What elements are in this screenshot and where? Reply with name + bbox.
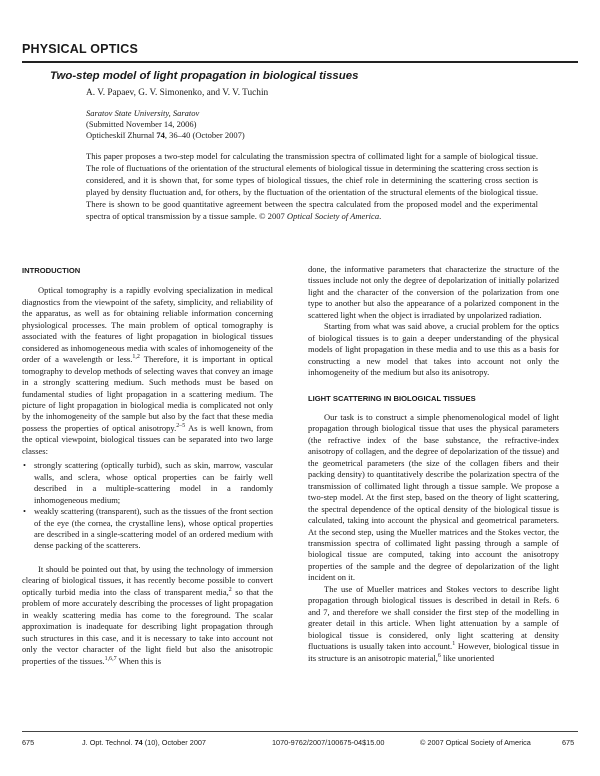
scattering-paragraph-2 (308, 584, 559, 664)
text-run: like unoriented (440, 652, 495, 663)
intro-paragraph-3: Starting from what was said above, a crucial problem for the optics of biological tissues is to gain a deeper understanding of the physical models of light propagation in these media and to use this as a basis for constructing a new model that takes into account not only the inhomogeneity of the medium but also its anisotropy. (308, 321, 559, 378)
text-run: Optical tomography is a rapidly evolving specialization in medical diagnostics from the viewpoint of the safety, simplicity, and reliability of the apparatus, as well as for obtaining reliable information concerning physiological processes. The main problem of optical tomography is associated with the features of light propagation in biological tissues considered as inhomogeneous media with scales of inhomogeneity of the order of a wavelength or less. (22, 285, 273, 365)
affiliation: Saratov State University, Saratov (86, 108, 200, 118)
text-run: Therefore, it is important in optical tomography to develop methods of selecting waves that convey an image in a strongly scattering medium. Such methods must be based on fundamental studies of light propagation in a scattering medium. The picture of light propagation in biological media is complicated not only by the inhomogeneity of the sample but also by the fact that these media possess the properties of optical anisotropy. (22, 354, 273, 433)
text-run: so that the problem of more accurately describing the processes of light propagation in weakly scattering media has come to the foreground. The scalar approximation is inadequate for describing light propagation through such structures in this case, and it is necessary to take into account not only the vector character of the light field but also the anisotropic properties of the tissues. (22, 586, 273, 666)
footer-page-right: 675 (562, 738, 575, 747)
journal-name: J. Opt. Technol. (82, 738, 135, 747)
intro-heading: INTRODUCTION (22, 266, 81, 275)
tissue-class-list (22, 460, 273, 552)
citation-volume: 74 (156, 130, 165, 140)
submission-date: (Submitted November 14, 2006) (86, 119, 197, 129)
text-run: When this is (116, 655, 162, 666)
left-column (22, 265, 273, 667)
authors: A. V. Papaev, G. V. Simonenko, and V. V. Tuchin (86, 88, 269, 98)
abstract-text: This paper proposes a two-step model for calculating the transmission spectra of collimated light for a sample of biological tissue. The role of fluctuations of the orientation of the structural elements of biological tissue in determining the scattering cross section is considered, and it is shown that, for some types of biological tissues, the chief role in determining the scattering cross section is played by density fluctuation and, for others, by the fluctuation of the orientation of the structural elements of the biological tissue. There is shown to be good quantitative agreement between the spectra calculated from the proposed model and the experimental spectra of optical transmission by a tissue sample. (86, 151, 538, 221)
footer-code: 1070-9762/2007/100675-04$15.00 (272, 738, 385, 747)
list-item: • weakly scattering (transparent), such as the tissues of the front section of the eye (the cornea, the crystalline lens), whose optical properties are described in a single-scattering model of an ordered medium with dense packing of the scatterers. (22, 506, 273, 552)
footer-copyright: © 2007 Optical Society of America (420, 738, 531, 747)
text-run: However, biological tissue in its structure is an anisotropic material, (308, 641, 559, 663)
list-item: • strongly scattering (optically turbid), such as skin, marrow, vascular walls, and sclera, whose optical properties can be fairly well described in a multiple-scattering model in a randomly inhomogeneous medium; (22, 460, 273, 506)
journal-issue: (10), October 2007 (142, 738, 206, 747)
text-run: As is well known, from the optical viewpoint, biological tissues can be separated into two large classes: (22, 422, 273, 456)
abstract-copyright-owner: Optical Society of America (286, 210, 380, 221)
intro-continuation: done, the informative parameters that characterize the structure of the tissues include not only the degree of depolarization of initially polarized light and the character of the conversion of the polarization from one type to another but also the appearance of a polarized component in the scattered light when the object is irradiated by unpolarized radiation. (308, 264, 559, 320)
journal-volume: 74 (134, 738, 143, 747)
ref-superscript: 1,2 (132, 354, 140, 361)
text-run: It should be pointed out that, by using the technology of immersion clearing of biological tissues, it has recently become possible to convert optically turbid media into the class of transparent media, (22, 563, 273, 597)
abstract-copyright: © 2007 (259, 210, 287, 221)
text-run: The use of Mueller matrices and Stokes vectors to describe light propagation through biological tissues is described in detail in Refs. 6 and 7, and therefore we shall consider the first step of the modelling in greater detail in this article. When light attenuation by a sample of biological tissue is considered, only light scattering at density fluctuations is usually taken into account. (308, 583, 559, 652)
abstract-copyright-end: . (379, 210, 382, 221)
abstract (86, 151, 538, 222)
footer-journal (82, 738, 206, 747)
footer-rule (22, 731, 578, 732)
intro-paragraph-1 (22, 285, 273, 457)
ref-superscript: 2–5 (176, 423, 186, 430)
citation-journal: Opticheskiĭ Zhurnal (86, 130, 157, 140)
article-title: Two-step model of light propagation in biological tissues (50, 70, 359, 82)
citation (86, 130, 245, 141)
footer-page-left: 675 (22, 738, 35, 747)
section-heading: PHYSICAL OPTICS (22, 42, 138, 56)
right-column (308, 264, 559, 664)
ref-superscript: 1,6,7 (104, 655, 117, 662)
ref-superscript: 2 (228, 586, 232, 593)
scattering-paragraph-1: Our task is to construct a simple phenomenological model of light propagation through biological tissue that uses the physical parameters (the refractive index of the base substance, the refractive-index anisotropy of collagen, and the degree of depolarization of the tissue) and the geometrical parameters (the size of the collagen fibers and their packing density) to quantitatively describe the polarization spectra of the transmission of collimated light through a tissue sample. We propose a two-step model. At the first step, based on the theory of light scattering, the spectral dependence of the optical density of the biological tissue is calculated, taking into account the physical and geometrical parameters. At the second step, using the Mueller matrices and the Stokes vector, the transmission spectra of collimated light passing through a sample of biological tissue are computed, taking into account the anisotropy properties of the sample and the degree of depolarization of the light incident on it. (308, 411, 559, 583)
ref-superscript: 6 (437, 652, 441, 659)
ref-superscript: 1 (452, 641, 456, 648)
citation-pages: , 36–40 (October 2007) (164, 130, 245, 140)
scattering-heading: LIGHT SCATTERING IN BIOLOGICAL TISSUES (308, 393, 476, 403)
intro-paragraph-2 (22, 564, 273, 667)
header-rule (22, 61, 578, 63)
